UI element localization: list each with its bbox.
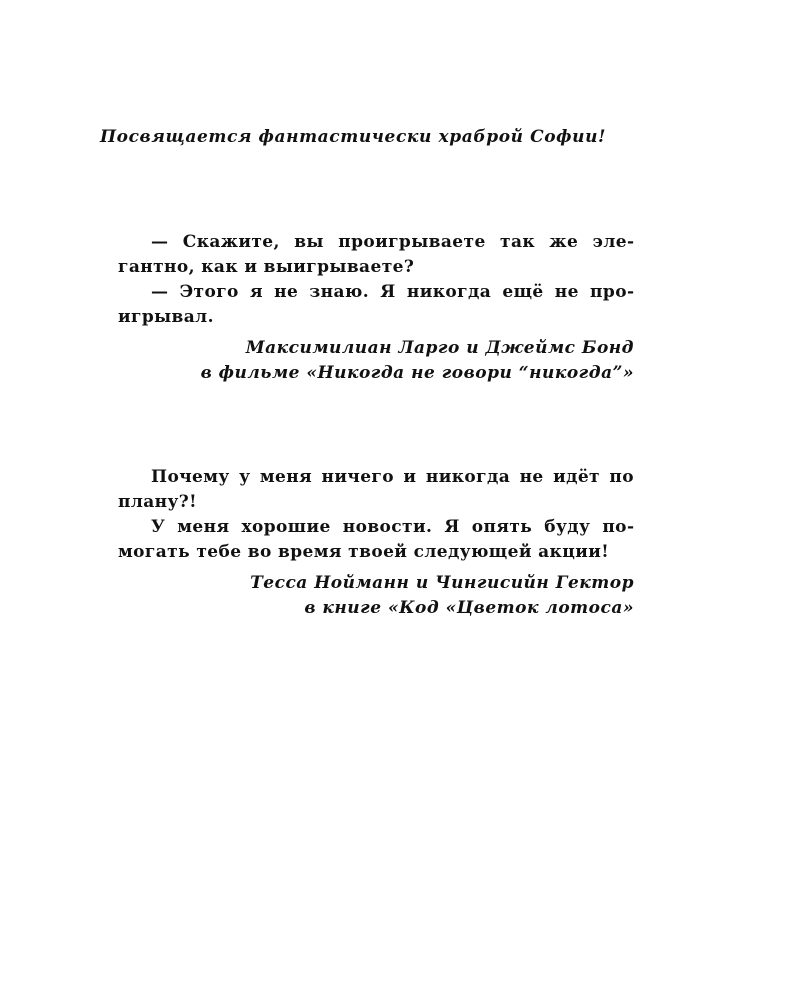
epigraph-2-attribution [118, 571, 634, 621]
epigraph-2-line-1: Почему у меня ничего и никогда не идёт по плану?! [118, 467, 634, 512]
dedication: Посвящается фантастически храброй Софии! [100, 127, 607, 147]
epigraph-1 [118, 230, 634, 386]
epigraph-2 [118, 465, 634, 621]
epigraph-2-attribution-source: в книге «Код «Цветок лотоса» [304, 598, 634, 618]
epigraph-1-attribution-authors: Максимилиан Ларго и Джеймс Бонд [245, 338, 634, 358]
epigraph-1-attribution-source: в фильме «Никогда не говори “никогда”» [200, 363, 634, 383]
epigraph-1-attribution [118, 336, 634, 386]
epigraph-2-line-2: У меня хорошие новости. Я опять буду помогать тебе во время твоей следующей акции! [118, 517, 634, 562]
epigraph-1-line-2: — Этого я не знаю. Я никогда ещё не проигрывал. [118, 282, 634, 327]
epigraph-1-line-1: — Скажите, вы проигрываете так же элегантно, как и выигрываете? [118, 232, 634, 277]
epigraph-2-attribution-authors: Тесса Нойманн и Чингисийн Гектор [250, 573, 634, 593]
